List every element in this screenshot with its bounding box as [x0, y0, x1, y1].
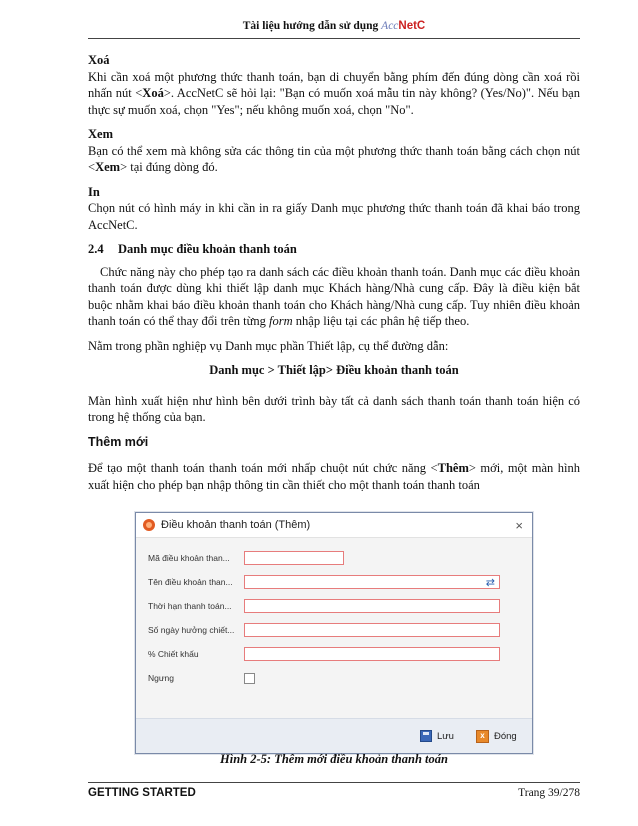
page-header [88, 20, 580, 39]
header-text: Tài liệu hướng dẫn sử dụng [242, 20, 382, 32]
section-number: 2.4 [88, 242, 104, 256]
field-label: Thời hạn thanh toán... [148, 601, 232, 611]
text-span: Khi cần xoá một phương thức thanh toán, bạn di chuyển bằng phím đến đúng dòng cần xoá rồi nhấn nút < [88, 69, 580, 100]
close-icon: x [476, 730, 489, 743]
text-span: nhập liệu tại các phân hệ tiếp theo. [292, 314, 470, 328]
save-label: Lưu [437, 730, 454, 742]
field-label: Số ngày hưởng chiết... [148, 625, 235, 635]
paragraph-screen-desc: Màn hình xuất hiện như hình bên dưới trình bày tất cả danh sách thanh toán thanh toán hiện có trong hệ thống của bạn. [88, 393, 580, 424]
text-span: > mới, một màn hình xuất hiện cho phép bạn nhập thông tin cần thiết cho một thanh toán thanh toán [88, 461, 581, 492]
heading-xem: Xem [88, 127, 113, 141]
form-row-inactive [148, 670, 255, 686]
refresh-icon[interactable]: ⇄ [485, 577, 495, 589]
heading-in: In [88, 184, 100, 199]
form-row-due [148, 598, 500, 614]
italic-span: form [269, 314, 293, 328]
form-row-code [148, 550, 344, 566]
text-span: Để tạo một thanh toán thanh toán mới nhấp chuột nút chức năng < [88, 461, 438, 475]
form-row-discount-days [148, 622, 500, 638]
text-span: >. AccNetC sẽ hỏi lại: "Bạn có muốn xoá mẫu tin này không? (Yes/No)". Nếu bạn thực sự muốn xoá, chọn "Yes"; nếu không muốn xoá, chọn "No". [88, 86, 580, 117]
document-content [88, 52, 580, 501]
page-number: Trang 39/278 [518, 787, 580, 799]
field-label: % Chiết khấu [148, 649, 199, 659]
bold-span: Thêm [437, 461, 469, 475]
bold-span: Xem [95, 160, 121, 174]
paragraph-2-4-intro [88, 264, 580, 330]
figure-caption: Hình 2-5: Thêm mới điều khoản thanh toán [220, 752, 448, 766]
paragraph-path-intro: Nằm trong phần nghiệp vụ Danh mục phần Thiết lập, cụ thể đường dẫn: [88, 338, 449, 353]
discount-percent-input[interactable] [244, 647, 500, 661]
close-button[interactable] [476, 727, 517, 745]
dialog-title: Điều khoản thanh toán (Thêm) [161, 519, 311, 531]
form-row-name [148, 574, 500, 590]
form-row-discount-percent [148, 646, 500, 662]
heading-xoa: Xoá [88, 53, 110, 67]
menu-path: Danh mục > Thiết lập> Điều khoản thanh toán [209, 363, 459, 377]
payment-terms-dialog [135, 512, 533, 754]
page-footer [88, 782, 580, 803]
paragraph-in: Chọn nút có hình máy in khi cần in ra giấy Danh mục phương thức thanh toán đã khai báo trong AccNetC. [88, 201, 580, 232]
dialog-body [136, 538, 532, 718]
close-icon[interactable]: × [515, 517, 523, 533]
text-span: Bạn có thể xem mà không sửa các thông tin của một phương thức thanh toán bằng cách chọn nút < [88, 143, 580, 174]
field-label: Tên điều khoản than... [148, 577, 233, 587]
app-icon [143, 519, 155, 531]
paragraph-xem [88, 143, 580, 176]
paragraph-xoa [88, 69, 580, 119]
discount-days-input[interactable] [244, 623, 500, 637]
save-button[interactable] [420, 727, 454, 745]
dialog-titlebar [136, 513, 532, 538]
paragraph-them-moi [88, 460, 580, 493]
dialog-footer [136, 718, 532, 753]
header-brand-netc: NetC [398, 20, 426, 32]
text-span: > tại đúng dòng đó. [120, 160, 218, 174]
heading-them-moi: Thêm mới [88, 434, 149, 449]
header-brand-acc: Acc [381, 20, 399, 32]
payment-due-input[interactable] [244, 599, 500, 613]
payment-term-code-input[interactable] [244, 551, 344, 565]
save-icon [420, 730, 432, 742]
payment-term-name-input[interactable] [244, 575, 500, 589]
close-label: Đóng [494, 730, 517, 742]
section-title: Danh mục điều khoản thanh toán [118, 242, 297, 256]
text-span: Chức năng này cho phép tạo ra danh sách các điều khoản thanh toán. Danh mục các điều khoản thanh toán được dùng khi thiết lập danh mục Khách hàng/Nhà cung cấp. Đây là điều kiện bắt buộc nhằm khai báo điều khoản thanh toán cho Khách hàng/Nhà cung cấp. Tuy nhiên điều khoản thanh toán có thể thay đổi trên từng [88, 264, 580, 328]
field-label: Ngưng [148, 673, 175, 683]
section-heading-2-4 [88, 241, 580, 258]
inactive-checkbox[interactable] [244, 673, 255, 684]
field-label: Mã điều khoản than... [148, 553, 230, 563]
bold-span: Xoá [142, 86, 164, 100]
footer-left: GETTING STARTED [88, 787, 196, 799]
